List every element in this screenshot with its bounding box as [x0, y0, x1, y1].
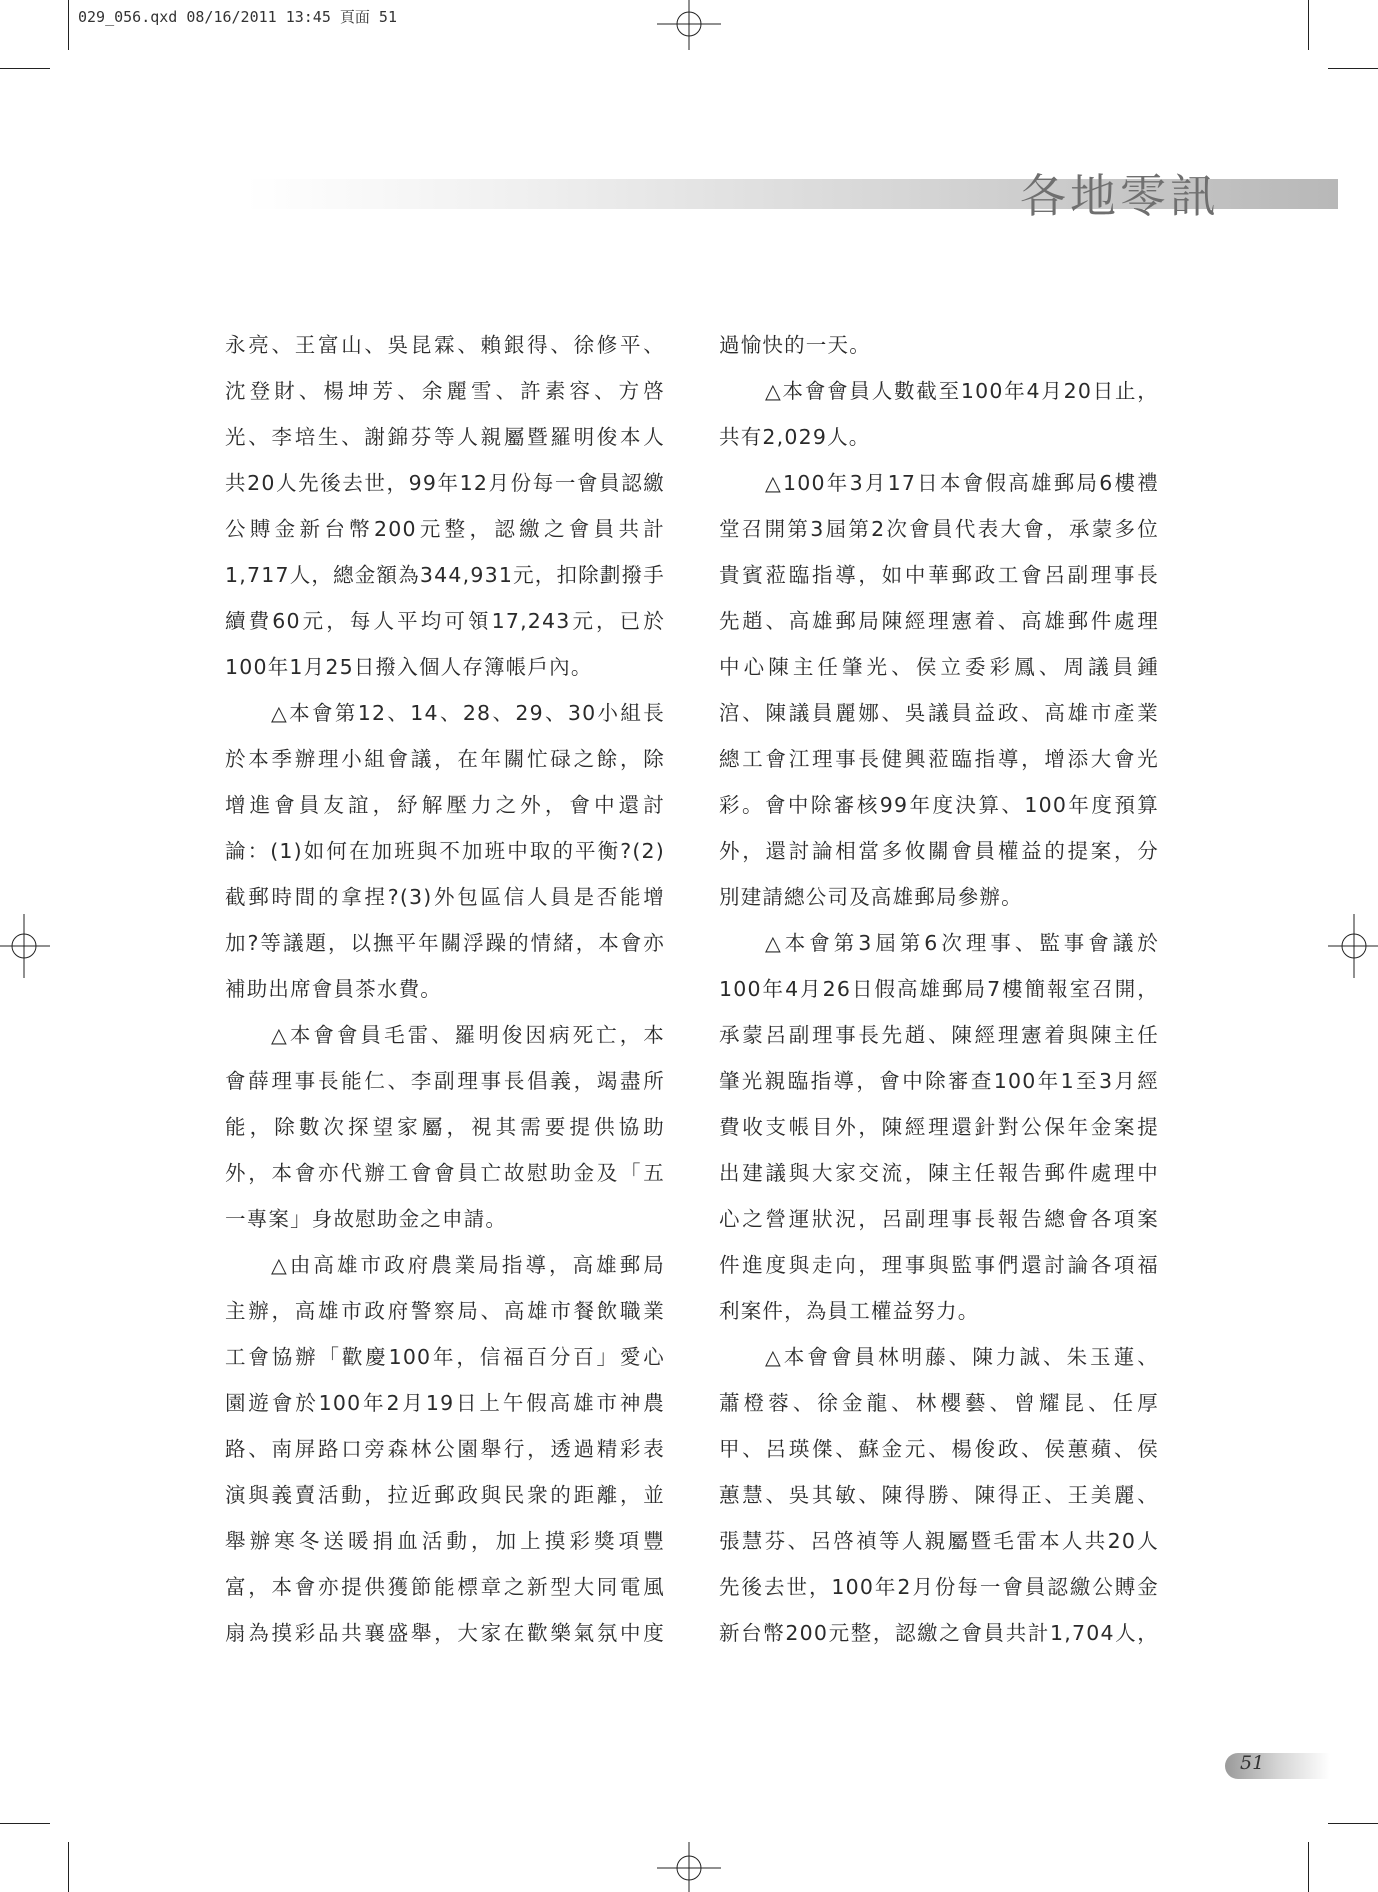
text-line: 承蒙呂副理事長先趙、陳經理憲着與陳主任: [719, 1023, 1159, 1047]
text-line: 費收支帳目外，陳經理還針對公保年金案提: [719, 1115, 1159, 1139]
text-line: 心之營運狀況，呂副理事長報告總會各項案: [719, 1207, 1159, 1231]
text-line: 加?等議題，以撫平年關浮躁的情緒，本會亦: [225, 931, 665, 955]
crop-mark-top-right-v: [1308, 0, 1309, 50]
text-line: 肇光親臨指導，會中除審查100年1至3月經: [719, 1069, 1159, 1093]
text-line: 外，還討論相當多攸關會員權益的提案，分: [719, 839, 1159, 863]
text-line: 演與義賣活動，拉近郵政與民衆的距離，並: [225, 1483, 665, 1507]
crop-mark-bottom-right-v: [1308, 1842, 1309, 1892]
text-line: 貴賓蒞臨指導，如中華郵政工會呂副理事長: [719, 563, 1159, 587]
text-line: 截郵時間的拿捏?(3)外包區信人員是否能增: [225, 885, 665, 909]
text-line: 100年1月25日撥入個人存簿帳戶內。: [225, 655, 593, 679]
text-line: 共有2,029人。: [719, 425, 871, 449]
text-line: 100年4月26日假高雄郵局7樓簡報室召開，: [719, 977, 1159, 1001]
section-title: 各地零訊: [1020, 169, 1220, 223]
registration-mark-bottom-icon: [657, 1828, 721, 1892]
text-line: 會薛理事長能仁、李副理事長倡義，竭盡所: [225, 1069, 665, 1093]
text-line: 蕙慧、吳其敏、陳得勝、陳得正、王美麗、: [719, 1483, 1159, 1507]
text-line: 富，本會亦提供獲節能標章之新型大同電風: [225, 1575, 665, 1599]
text-line: 光、李培生、謝錦芬等人親屬暨羅明俊本人: [225, 425, 665, 449]
text-line: △100年3月17日本會假高雄郵局6樓禮: [765, 471, 1159, 495]
text-line: 永亮、王富山、吳昆霖、賴銀得、徐修平、: [225, 333, 665, 357]
slug-page-label: 頁面 51: [339, 8, 397, 26]
text-line: 園遊會於100年2月19日上午假高雄市神農: [225, 1391, 665, 1415]
text-line: 過愉快的一天。: [719, 333, 871, 357]
text-line: △本會會員毛雷、羅明俊因病死亡，本: [271, 1023, 665, 1047]
text-line: 路、南屏路口旁森林公園舉行，透過精彩表: [225, 1437, 665, 1461]
text-line: 新台幣200元整，認繳之會員共計1,704人，: [719, 1621, 1159, 1645]
text-line: 能，除數次探望家屬，視其需要提供協助: [225, 1115, 665, 1139]
text-line: △本會會員人數截至100年4月20日止，: [765, 379, 1159, 403]
right-column: [719, 322, 1159, 1656]
text-line: 中心陳主任肇光、侯立委彩鳳、周議員鍾: [719, 655, 1159, 679]
text-line: 件進度與走向，理事與監事們還討論各項福: [719, 1253, 1159, 1277]
crop-mark-top-left-v: [68, 0, 69, 50]
text-line: 主辦，高雄市政府警察局、高雄市餐飲職業: [225, 1299, 665, 1323]
text-line: 甲、呂瑛傑、蘇金元、楊俊政、侯蕙蘋、侯: [719, 1437, 1159, 1461]
text-line: 沈登財、楊坤芳、余麗雪、許素容、方啓: [225, 379, 665, 403]
page-number: 51: [1240, 1752, 1265, 1774]
registration-mark-top-icon: [657, 0, 721, 64]
text-line: 蕭橙蓉、徐金龍、林櫻藝、曾耀昆、任厚: [719, 1391, 1159, 1415]
text-line: 先趙、高雄郵局陳經理憲着、高雄郵件處理: [719, 609, 1159, 633]
text-line: 總工會江理事長健興蒞臨指導，增添大會光: [719, 747, 1159, 771]
text-line: 外，本會亦代辦工會會員亡故慰助金及「五: [225, 1161, 665, 1185]
text-line: 先後去世，100年2月份每一會員認繳公賻金: [719, 1575, 1159, 1599]
text-line: 補助出席會員茶水費。: [225, 977, 442, 1001]
crop-mark-bottom-left-h: [0, 1823, 50, 1824]
text-line: 出建議與大家交流，陳主任報告郵件處理中: [719, 1161, 1159, 1185]
text-line: 舉辦寒冬送暖捐血活動，加上摸彩獎項豐: [225, 1529, 665, 1553]
print-slug: [78, 6, 397, 27]
registration-mark-left-icon: [0, 914, 64, 978]
slug-time: 13:45: [285, 8, 331, 26]
text-line: 扇為摸彩品共襄盛舉，大家在歡樂氣氛中度: [225, 1621, 665, 1645]
text-line: 利案件，為員工權益努力。: [719, 1299, 980, 1323]
text-line: 1,717人，總金額為344,931元，扣除劃撥手: [225, 563, 665, 587]
text-line: 公賻金新台幣200元整，認繳之會員共計: [225, 517, 665, 541]
text-line: △由高雄市政府農業局指導，高雄郵局: [271, 1253, 665, 1277]
crop-mark-top-left-h: [0, 68, 50, 69]
slug-date: 08/16/2011: [186, 8, 277, 26]
text-line: 續費60元，每人平均可領17,243元，已於: [225, 609, 665, 633]
crop-mark-top-right-h: [1328, 68, 1378, 69]
text-line: 㴦、陳議員麗娜、吳議員益政、高雄市產業: [719, 701, 1159, 725]
text-line: 共20人先後去世，99年12月份每一會員認繳: [225, 471, 665, 495]
crop-mark-bottom-left-v: [68, 1842, 69, 1892]
text-line: 別建請總公司及高雄郵局參辦。: [719, 885, 1023, 909]
text-line: 工會協辦「歡慶100年，信福百分百」愛心: [225, 1345, 665, 1369]
text-line: △本會第12、14、28、29、30小組長: [271, 701, 665, 725]
left-column: [225, 322, 665, 1656]
text-line: 論：(1)如何在加班與不加班中取的平衡?(2): [225, 839, 665, 863]
registration-mark-right-icon: [1314, 914, 1378, 978]
text-line: 彩。會中除審核99年度決算、100年度預算: [719, 793, 1159, 817]
text-line: 於本季辦理小組會議，在年關忙碌之餘，除: [225, 747, 665, 771]
slug-file: 029_056.qxd: [78, 8, 178, 26]
text-line: 增進會員友誼，紓解壓力之外，會中還討: [225, 793, 665, 817]
text-line: △本會會員林明藤、陳力誠、朱玉蓮、: [765, 1345, 1159, 1369]
crop-mark-bottom-right-h: [1328, 1823, 1378, 1824]
text-line: 一專案」身故慰助金之申請。: [225, 1207, 508, 1231]
text-line: 堂召開第3屆第2次會員代表大會，承蒙多位: [719, 517, 1159, 541]
text-line: 張慧芬、呂啓禎等人親屬暨毛雷本人共20人: [719, 1529, 1159, 1553]
text-line: △本會第3屆第6次理事、監事會議於: [765, 931, 1159, 955]
